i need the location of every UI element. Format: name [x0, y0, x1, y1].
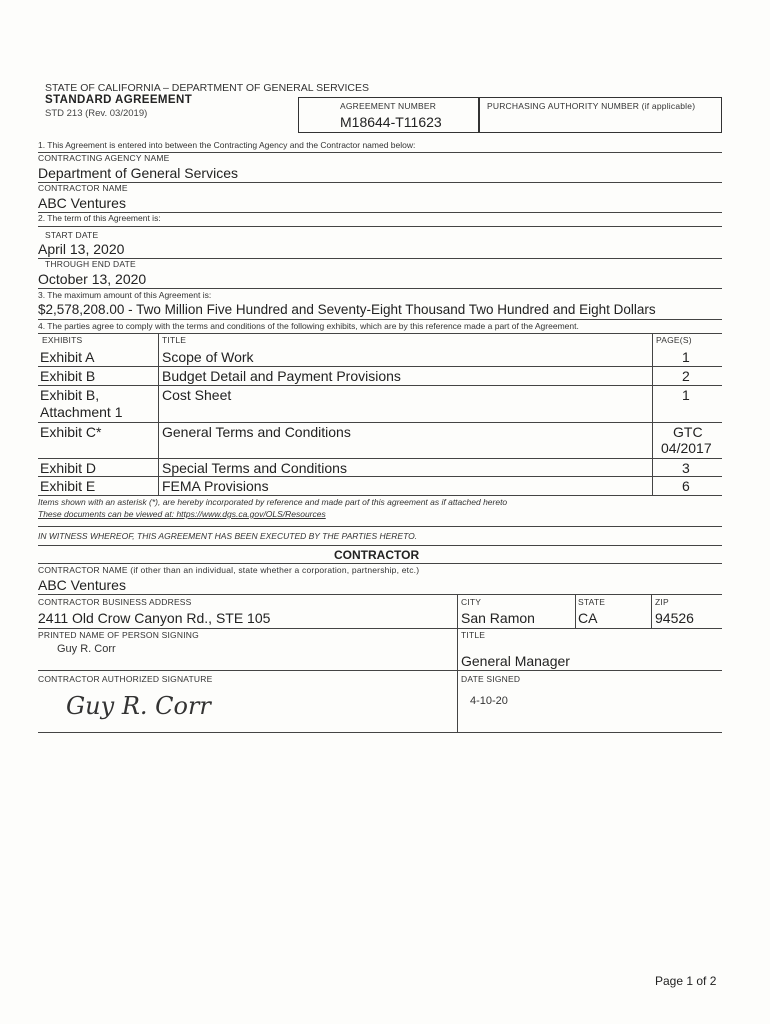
contractor-label: CONTRACTOR NAME: [38, 183, 128, 193]
col-pages: PAGE(S): [656, 335, 692, 345]
exhibit-b: Exhibit B: [40, 368, 96, 384]
exhibit-b-att-2: Attachment 1: [40, 404, 123, 420]
exhibit-b-att: Exhibit B,: [40, 387, 100, 403]
header-dept: STATE OF CALIFORNIA – DEPARTMENT OF GENERAL SERVICES: [45, 82, 370, 94]
exhibit-c-pages-2: 04/2017: [661, 440, 712, 456]
signer-title: General Manager: [461, 653, 570, 669]
witness-statement: IN WITNESS WHEREOF, THIS AGREEMENT HAS BEEN EXECUTED BY THE PARTIES HERETO.: [38, 531, 418, 541]
exhibit-b-pages: 2: [682, 368, 690, 384]
end-date: October 13, 2020: [38, 271, 147, 287]
exhibit-b-att-pages: 1: [682, 387, 690, 403]
contractor-name: ABC Ventures: [38, 195, 126, 211]
start-date: April 13, 2020: [38, 241, 125, 257]
section2-intro: 2. The term of this Agreement is:: [38, 213, 161, 223]
max-amount: $2,578,208.00 - Two Million Five Hundred and Seventy-Eight Thousand Two Hundred and Eight Dollars: [38, 302, 656, 317]
exhibit-d-pages: 3: [682, 460, 690, 476]
address-label: CONTRACTOR BUSINESS ADDRESS: [38, 597, 192, 607]
address: 2411 Old Crow Canyon Rd., STE 105: [38, 610, 271, 626]
section3-intro: 3. The maximum amount of this Agreement is:: [38, 290, 212, 300]
zip: 94526: [655, 610, 694, 626]
city: San Ramon: [461, 610, 535, 626]
exhibit-e-title: FEMA Provisions: [162, 478, 269, 494]
col-title: TITLE: [162, 335, 187, 345]
exhibit-b-title: Budget Detail and Payment Provisions: [162, 368, 401, 384]
exhibit-a-title: Scope of Work: [162, 349, 254, 365]
section4-intro: 4. The parties agree to comply with the terms and conditions of the following exhibits, which are by this reference made a part of the Agreement.: [38, 321, 579, 331]
signature-label: CONTRACTOR AUTHORIZED SIGNATURE: [38, 674, 213, 684]
exhibit-c: Exhibit C*: [40, 424, 102, 440]
end-date-label: THROUGH END DATE: [45, 259, 136, 269]
resources-link[interactable]: These documents can be viewed at: https://www.dgs.ca.gov/OLS/Resources: [38, 509, 326, 519]
page-number: Page 1 of 2: [655, 974, 717, 988]
purchasing-authority-label: PURCHASING AUTHORITY NUMBER (if applicable): [487, 101, 696, 111]
date-signed-label: DATE SIGNED: [461, 674, 521, 684]
printed-name: Guy R. Corr: [57, 643, 116, 655]
exhibit-a-pages: 1: [682, 349, 690, 365]
asterisk-note: Items shown with an asterisk (*), are hereby incorporated by reference and made part of this agreement as if attached hereto: [38, 497, 508, 507]
state-label: STATE: [578, 597, 606, 607]
col-exhibits: EXHIBITS: [42, 335, 83, 345]
agency-label: CONTRACTING AGENCY NAME: [38, 153, 170, 163]
contractor-signature: Guy R. Corr: [66, 692, 211, 720]
form-title: STANDARD AGREEMENT: [45, 94, 193, 106]
title-label: TITLE: [461, 630, 486, 640]
exhibit-e-pages: 6: [682, 478, 690, 494]
exhibit-c-pages: GTC: [673, 424, 703, 440]
zip-label: ZIP: [655, 597, 669, 607]
state: CA: [578, 610, 598, 626]
exhibit-d-title: Special Terms and Conditions: [162, 460, 347, 476]
exhibit-e: Exhibit E: [40, 478, 96, 494]
contractor-name-2: ABC Ventures: [38, 577, 126, 593]
date-signed: 4-10-20: [470, 695, 508, 707]
form-number: STD 213 (Rev. 03/2019): [45, 108, 148, 119]
contractor-name-label: CONTRACTOR NAME (if other than an individual, state whether a corporation, partnership, etc.): [38, 565, 420, 575]
start-date-label: START DATE: [45, 230, 99, 240]
contractor-heading: CONTRACTOR: [334, 548, 420, 562]
city-label: CITY: [461, 597, 482, 607]
agreement-number-label: AGREEMENT NUMBER: [340, 101, 437, 111]
exhibit-c-title: General Terms and Conditions: [162, 424, 351, 440]
exhibit-d: Exhibit D: [40, 460, 97, 476]
section1-intro: 1. This Agreement is entered into between the Contracting Agency and the Contractor named below:: [38, 140, 416, 150]
agreement-number: M18644-T11623: [340, 114, 442, 130]
exhibit-b-att-title: Cost Sheet: [162, 387, 232, 403]
printed-name-label: PRINTED NAME OF PERSON SIGNING: [38, 630, 199, 640]
agency-name: Department of General Services: [38, 165, 238, 181]
exhibit-a: Exhibit A: [40, 349, 95, 365]
